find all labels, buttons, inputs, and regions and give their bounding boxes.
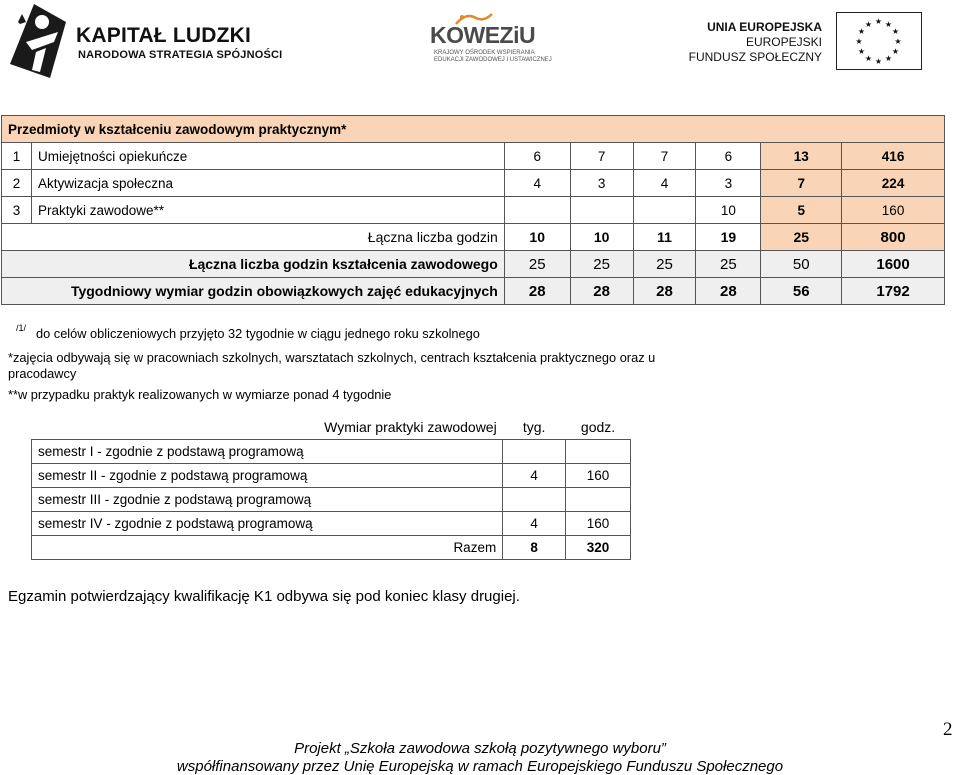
cell-value xyxy=(633,197,696,224)
total-cell: 800 xyxy=(842,224,945,251)
eu-esf-logo xyxy=(688,10,950,76)
cell-value: 10 xyxy=(570,224,633,251)
svg-text:★: ★ xyxy=(874,17,883,26)
cell-value: 10 xyxy=(504,224,570,251)
eu-stars-icon xyxy=(837,13,920,68)
semester-label: semestr I - zgodnie z podstawą programową xyxy=(32,439,503,463)
practical-subjects-table xyxy=(1,115,945,305)
page-number: 2 xyxy=(943,719,953,740)
cell-value: 28 xyxy=(633,278,696,305)
section-header: Przedmioty w kształceniu zawodowym praktycznym* xyxy=(2,116,945,143)
row-number: 2 xyxy=(2,170,32,197)
kapital-ludzki-subtitle: NARODOWA STRATEGIA SPÓJNOŚCI xyxy=(78,49,283,61)
hours-cell: 50 xyxy=(761,251,842,278)
row-number: 1 xyxy=(2,143,32,170)
cell-value: 7 xyxy=(570,143,633,170)
sum-row xyxy=(2,224,945,251)
cell-value: 28 xyxy=(504,278,570,305)
svg-text:★: ★ xyxy=(855,37,863,46)
sum-label: Łączna liczba godzin xyxy=(2,224,505,251)
cell-value xyxy=(504,197,570,224)
internship-table xyxy=(31,415,631,560)
hours-cell: 160 xyxy=(566,463,631,487)
internship-total-row xyxy=(32,535,631,559)
kapital-ludzki-title: KAPITAŁ LUDZKI xyxy=(76,24,252,47)
weeks-cell: 4 xyxy=(503,511,566,535)
ue-line2: EUROPEJSKI xyxy=(745,35,822,49)
kapital-ludzki-emblem-icon xyxy=(6,2,72,80)
footer-cofinanced: współfinansowany przez Unię Europejską w ramach Europejskiego Funduszu Społecznego xyxy=(176,758,784,775)
internship-header-label: Wymiar praktyki zawodowej xyxy=(324,418,497,435)
svg-text:★: ★ xyxy=(894,37,902,46)
footnote-star: *zajęcia odbywają się w pracowniach szkolnych, warsztatach szkolnych, centrach kształcenia praktycznego oraz u pracodawcy xyxy=(8,350,656,381)
hours-cell: 7 xyxy=(761,170,842,197)
koweziu-subtitle: KRAJOWY OŚRODEK WSPIERANIA EDUKACJI ZAWODOWEJ I USTAWICZNEJ xyxy=(434,50,552,63)
hours-header: godz. xyxy=(580,418,616,435)
weeks-cell: 4 xyxy=(503,463,566,487)
table-row xyxy=(2,143,945,170)
footnote-double-star: **w przypadku praktyk realizowanych w wymiarze ponad 4 tygodnie xyxy=(8,387,392,402)
table-row xyxy=(2,170,945,197)
footnote-1: do celów obliczeniowych przyjęto 32 tygodnie w ciągu jednego roku szkolnego xyxy=(36,326,480,341)
cell-value: 7 xyxy=(633,143,696,170)
sum-row xyxy=(2,251,945,278)
internship-header-row xyxy=(32,415,631,439)
subject-name: Umiejętności opiekuńcze xyxy=(31,143,504,170)
cell-value: 11 xyxy=(633,224,696,251)
cell-value: 25 xyxy=(696,251,761,278)
koweziu-logo xyxy=(428,12,558,72)
svg-text:★: ★ xyxy=(857,47,866,56)
cell-value: 4 xyxy=(504,170,570,197)
subject-name: Praktyki zawodowe** xyxy=(31,197,504,224)
svg-text:★: ★ xyxy=(891,47,900,56)
total-cell: 416 xyxy=(842,143,945,170)
hours-cell: 13 xyxy=(761,143,842,170)
table-row xyxy=(2,197,945,224)
row-number: 3 xyxy=(2,197,32,224)
hours-cell xyxy=(566,439,631,463)
table-row xyxy=(32,439,631,463)
total-weeks: 8 xyxy=(503,535,566,559)
weeks-header: tyg. xyxy=(522,418,546,435)
cell-value: 19 xyxy=(696,224,761,251)
eu-flag xyxy=(836,12,922,70)
semester-label: semestr III - zgodnie z podstawą programową xyxy=(32,487,503,511)
semester-label: semestr II - zgodnie z podstawą programową xyxy=(32,463,503,487)
svg-text:★: ★ xyxy=(857,27,866,36)
cell-value: 4 xyxy=(633,170,696,197)
table-row xyxy=(32,511,631,535)
total-cell: 160 xyxy=(842,197,945,224)
semester-label: semestr IV - zgodnie z podstawą programową xyxy=(32,511,503,535)
table-row xyxy=(32,463,631,487)
kapital-ludzki-logo xyxy=(6,2,283,80)
cell-value xyxy=(570,197,633,224)
hours-cell xyxy=(566,487,631,511)
footnote-marker: /1/ xyxy=(16,323,27,333)
cell-value: 6 xyxy=(504,143,570,170)
footer-project: Projekt „Szkoła zawodowa szkołą pozytywnego wyboru” xyxy=(294,740,666,757)
sum-row xyxy=(2,278,945,305)
cell-value: 28 xyxy=(696,278,761,305)
cell-value: 3 xyxy=(696,170,761,197)
table-row xyxy=(32,487,631,511)
sum-label: Tygodniowy wymiar godzin obowiązkowych zajęć edukacyjnych xyxy=(2,278,505,305)
cell-value: 25 xyxy=(633,251,696,278)
weeks-cell xyxy=(503,487,566,511)
svg-text:★: ★ xyxy=(864,20,873,29)
cell-value: 25 xyxy=(570,251,633,278)
hours-cell: 5 xyxy=(761,197,842,224)
cell-value: 6 xyxy=(696,143,761,170)
cell-value: 28 xyxy=(570,278,633,305)
subject-name: Aktywizacja społeczna xyxy=(31,170,504,197)
svg-text:★: ★ xyxy=(891,27,900,36)
hours-cell: 25 xyxy=(761,224,842,251)
exam-note: Egzamin potwierdzający kwalifikację K1 odbywa się pod koniec klasy drugiej. xyxy=(8,588,520,605)
total-hours: 320 xyxy=(566,535,631,559)
sum-label: Łączna liczba godzin kształcenia zawodowego xyxy=(2,251,505,278)
svg-text:★: ★ xyxy=(874,57,883,66)
cell-value: 3 xyxy=(570,170,633,197)
hours-cell: 160 xyxy=(566,511,631,535)
hours-cell: 56 xyxy=(761,278,842,305)
section-header-row xyxy=(2,116,945,143)
svg-text:★: ★ xyxy=(884,54,893,63)
koweziu-wordmark: KOWEZiU xyxy=(430,22,536,48)
total-cell: 1600 xyxy=(842,251,945,278)
ue-line1: UNIA EUROPEJSKA xyxy=(707,20,822,34)
svg-text:★: ★ xyxy=(884,20,893,29)
total-cell: 1792 xyxy=(842,278,945,305)
total-label: Razem xyxy=(32,535,503,559)
total-cell: 224 xyxy=(842,170,945,197)
ue-line3: FUNDUSZ SPOŁECZNY xyxy=(688,50,822,64)
svg-text:★: ★ xyxy=(864,54,873,63)
cell-value: 10 xyxy=(696,197,761,224)
cell-value: 25 xyxy=(504,251,570,278)
weeks-cell xyxy=(503,439,566,463)
